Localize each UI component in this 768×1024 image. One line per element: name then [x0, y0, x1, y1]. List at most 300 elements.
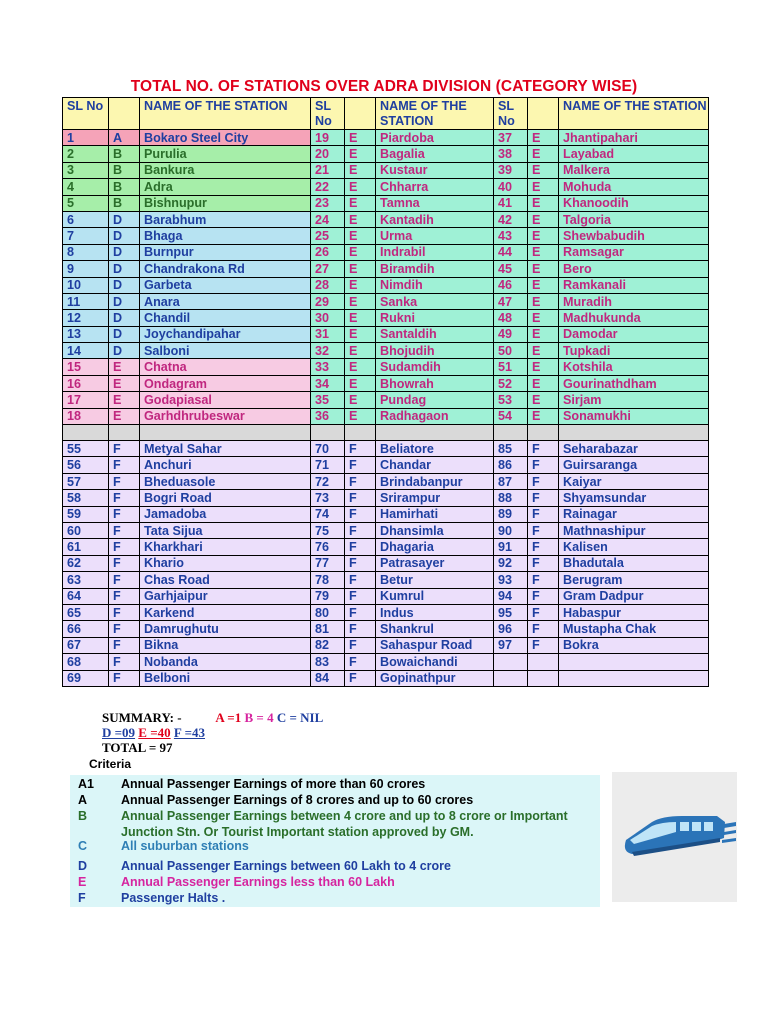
- category-cell: E: [528, 277, 559, 293]
- station-name-cell: Jamadoba: [140, 506, 311, 522]
- summary-b: B = 4: [244, 710, 274, 725]
- header-category: [345, 98, 376, 130]
- sl-cell: 24: [311, 211, 345, 227]
- category-cell: E: [109, 408, 140, 424]
- station-name-cell: Patrasayer: [376, 555, 494, 571]
- sl-cell: 90: [494, 522, 528, 538]
- criteria-code: A1: [78, 777, 94, 791]
- sl-cell: 65: [63, 604, 109, 620]
- sl-cell: 41: [494, 195, 528, 211]
- station-name-cell: Bowaichandi: [376, 654, 494, 670]
- separator-cell: [494, 425, 528, 441]
- station-name-cell: Bishnupur: [140, 195, 311, 211]
- criteria-box: [70, 775, 600, 907]
- criteria-code: F: [78, 891, 86, 905]
- sl-cell: 15: [63, 359, 109, 375]
- station-name-cell: Habaspur: [559, 604, 709, 620]
- station-name-cell: Jhantipahari: [559, 130, 709, 146]
- sl-cell: 54: [494, 408, 528, 424]
- station-name-cell: Madhukunda: [559, 310, 709, 326]
- station-name-cell: Burnpur: [140, 244, 311, 260]
- summary-d: D =09: [102, 725, 136, 740]
- sl-cell: 64: [63, 588, 109, 604]
- station-name-cell: Seharabazar: [559, 441, 709, 457]
- criteria-description: Passenger Halts .: [121, 891, 226, 905]
- sl-cell: 76: [311, 539, 345, 555]
- summary-c: C = NIL: [276, 710, 324, 725]
- station-name-cell: Nobanda: [140, 654, 311, 670]
- category-cell: B: [109, 162, 140, 178]
- summary-label: SUMMARY: -: [102, 710, 182, 725]
- category-cell: F: [528, 637, 559, 653]
- sl-cell: 57: [63, 473, 109, 489]
- header-station-name: NAME OF THE STATION: [376, 98, 494, 130]
- station-name-cell: Bokra: [559, 637, 709, 653]
- table-row: [63, 261, 709, 277]
- sl-cell: 79: [311, 588, 345, 604]
- sl-cell: 92: [494, 555, 528, 571]
- station-name-cell: Barabhum: [140, 211, 311, 227]
- category-cell: F: [109, 604, 140, 620]
- sl-cell: 5: [63, 195, 109, 211]
- station-name-cell: Purulia: [140, 146, 311, 162]
- separator-cell: [528, 425, 559, 441]
- table-row: [63, 211, 709, 227]
- station-name-cell: Mathnashipur: [559, 522, 709, 538]
- sl-cell: 10: [63, 277, 109, 293]
- sl-cell: 9: [63, 261, 109, 277]
- sl-cell: 83: [311, 654, 345, 670]
- category-cell: F: [345, 441, 376, 457]
- table-row: [63, 555, 709, 571]
- category-cell: F: [109, 588, 140, 604]
- station-name-cell: Salboni: [140, 343, 311, 359]
- sl-cell: 11: [63, 293, 109, 309]
- table-row: [63, 293, 709, 309]
- category-cell: [528, 670, 559, 686]
- sl-cell: 43: [494, 228, 528, 244]
- table-row: [63, 343, 709, 359]
- station-name-cell: Bankura: [140, 162, 311, 178]
- table-row: [63, 654, 709, 670]
- sl-cell: 86: [494, 457, 528, 473]
- station-name-cell: Sanka: [376, 293, 494, 309]
- station-name-cell: Adra: [140, 179, 311, 195]
- station-name-cell: Bokaro Steel City: [140, 130, 311, 146]
- criteria-description: Annual Passenger Earnings of 8 crores and up to 60 crores: [121, 793, 474, 807]
- category-cell: F: [345, 539, 376, 555]
- station-name-cell: Hamirhati: [376, 506, 494, 522]
- category-cell: [528, 654, 559, 670]
- sl-cell: 20: [311, 146, 345, 162]
- category-cell: E: [528, 179, 559, 195]
- separator-cell: [109, 425, 140, 441]
- station-name-cell: Bhadutala: [559, 555, 709, 571]
- station-name-cell: Ondagram: [140, 375, 311, 391]
- sl-cell: 33: [311, 359, 345, 375]
- category-cell: F: [528, 473, 559, 489]
- category-cell: F: [345, 670, 376, 686]
- category-cell: D: [109, 277, 140, 293]
- sl-cell: 55: [63, 441, 109, 457]
- sl-cell: 89: [494, 506, 528, 522]
- sl-cell: 95: [494, 604, 528, 620]
- station-name-cell: Beliatore: [376, 441, 494, 457]
- station-name-cell: Mustapha Chak: [559, 621, 709, 637]
- category-cell: E: [345, 277, 376, 293]
- category-cell: F: [109, 572, 140, 588]
- sl-cell: 29: [311, 293, 345, 309]
- category-cell: F: [345, 637, 376, 653]
- criteria-code: B: [78, 809, 88, 823]
- sl-cell: 25: [311, 228, 345, 244]
- train-icon: [612, 772, 737, 902]
- category-cell: E: [345, 392, 376, 408]
- station-name-cell: Gopinathpur: [376, 670, 494, 686]
- station-name-cell: Damrughutu: [140, 621, 311, 637]
- category-cell: F: [109, 522, 140, 538]
- table-row: [63, 637, 709, 653]
- category-cell: E: [528, 261, 559, 277]
- category-cell: F: [109, 441, 140, 457]
- sl-cell: 27: [311, 261, 345, 277]
- table-row: [63, 244, 709, 260]
- station-name-cell: Indrabil: [376, 244, 494, 260]
- station-name-cell: Chharra: [376, 179, 494, 195]
- criteria-label: Criteria: [89, 757, 132, 771]
- category-cell: F: [528, 621, 559, 637]
- sl-cell: 75: [311, 522, 345, 538]
- sl-cell: 59: [63, 506, 109, 522]
- category-cell: E: [528, 244, 559, 260]
- header-sl: SL No: [311, 98, 345, 130]
- category-cell: F: [345, 522, 376, 538]
- header-station-name: NAME OF THE STATION: [559, 98, 709, 130]
- sl-cell: 35: [311, 392, 345, 408]
- separator-cell: [345, 425, 376, 441]
- station-name-cell: Anchuri: [140, 457, 311, 473]
- station-name-cell: Rukni: [376, 310, 494, 326]
- sl-cell: 32: [311, 343, 345, 359]
- table-row: [63, 490, 709, 506]
- separator-cell: [140, 425, 311, 441]
- sl-cell: 39: [494, 162, 528, 178]
- sl-cell: [494, 670, 528, 686]
- sl-cell: 56: [63, 457, 109, 473]
- category-cell: E: [528, 228, 559, 244]
- station-name-cell: Kotshila: [559, 359, 709, 375]
- category-cell: F: [109, 621, 140, 637]
- table-row: [63, 277, 709, 293]
- station-name-cell: Betur: [376, 572, 494, 588]
- category-cell: E: [345, 359, 376, 375]
- sl-cell: 81: [311, 621, 345, 637]
- table-row: [63, 310, 709, 326]
- sl-cell: 4: [63, 179, 109, 195]
- sl-cell: 52: [494, 375, 528, 391]
- sl-cell: 47: [494, 293, 528, 309]
- station-name-cell: Layabad: [559, 146, 709, 162]
- station-name-cell: Chandil: [140, 310, 311, 326]
- station-name-cell: Urma: [376, 228, 494, 244]
- station-name-cell: Kaiyar: [559, 473, 709, 489]
- category-cell: F: [528, 588, 559, 604]
- category-cell: F: [109, 473, 140, 489]
- category-cell: E: [528, 211, 559, 227]
- sl-cell: 67: [63, 637, 109, 653]
- table-row: [63, 162, 709, 178]
- category-cell: E: [528, 310, 559, 326]
- category-cell: E: [345, 195, 376, 211]
- sl-cell: 62: [63, 555, 109, 571]
- category-cell: F: [109, 539, 140, 555]
- sl-cell: 17: [63, 392, 109, 408]
- sl-cell: 22: [311, 179, 345, 195]
- table-header-row: [63, 98, 709, 130]
- table-row: [63, 588, 709, 604]
- sl-cell: 51: [494, 359, 528, 375]
- category-cell: F: [528, 441, 559, 457]
- sl-cell: 93: [494, 572, 528, 588]
- category-cell: F: [528, 572, 559, 588]
- sl-cell: 78: [311, 572, 345, 588]
- station-name-cell: Tata Sijua: [140, 522, 311, 538]
- sl-cell: 44: [494, 244, 528, 260]
- station-name-cell: Belboni: [140, 670, 311, 686]
- station-name-cell: Sirjam: [559, 392, 709, 408]
- category-cell: E: [345, 261, 376, 277]
- separator-cell: [376, 425, 494, 441]
- sl-cell: 53: [494, 392, 528, 408]
- sl-cell: 82: [311, 637, 345, 653]
- sl-cell: 85: [494, 441, 528, 457]
- sl-cell: 97: [494, 637, 528, 653]
- page-title: TOTAL NO. OF STATIONS OVER ADRA DIVISION (CATEGORY WISE): [130, 78, 638, 95]
- table-row: [63, 621, 709, 637]
- header-sl: SL No: [63, 98, 109, 130]
- category-cell: E: [345, 310, 376, 326]
- sl-cell: 94: [494, 588, 528, 604]
- category-cell: E: [109, 359, 140, 375]
- station-name-cell: Kumrul: [376, 588, 494, 604]
- station-name-cell: Damodar: [559, 326, 709, 342]
- sl-cell: 42: [494, 211, 528, 227]
- category-cell: E: [345, 162, 376, 178]
- station-name-cell: Radhagaon: [376, 408, 494, 424]
- category-cell: F: [345, 654, 376, 670]
- category-cell: F: [528, 506, 559, 522]
- station-name-cell: Godapiasal: [140, 392, 311, 408]
- category-cell: F: [528, 555, 559, 571]
- sl-cell: 69: [63, 670, 109, 686]
- station-name-cell: Ramsagar: [559, 244, 709, 260]
- station-name-cell: Bheduasole: [140, 473, 311, 489]
- station-name-cell: Gourinathdham: [559, 375, 709, 391]
- criteria-description: Annual Passenger Earnings less than 60 Lakh: [121, 875, 395, 889]
- table-row: [63, 146, 709, 162]
- station-name-cell: Bogri Road: [140, 490, 311, 506]
- station-name-cell: Khario: [140, 555, 311, 571]
- category-cell: F: [528, 604, 559, 620]
- summary-e: E =40: [138, 725, 171, 740]
- sl-cell: 23: [311, 195, 345, 211]
- sl-cell: 31: [311, 326, 345, 342]
- station-name-cell: Garbeta: [140, 277, 311, 293]
- table-row: [63, 572, 709, 588]
- station-name-cell: Piardoba: [376, 130, 494, 146]
- category-cell: E: [109, 375, 140, 391]
- station-name-cell: Dhansimla: [376, 522, 494, 538]
- category-cell: E: [345, 375, 376, 391]
- summary: [102, 710, 323, 755]
- sl-cell: 63: [63, 572, 109, 588]
- category-cell: F: [345, 604, 376, 620]
- table-row: [63, 228, 709, 244]
- category-cell: D: [109, 211, 140, 227]
- category-cell: E: [345, 179, 376, 195]
- station-name-cell: Kharkhari: [140, 539, 311, 555]
- sl-cell: 61: [63, 539, 109, 555]
- station-name-cell: Biramdih: [376, 261, 494, 277]
- stations-table: [62, 97, 709, 687]
- sl-cell: 96: [494, 621, 528, 637]
- category-cell: E: [345, 130, 376, 146]
- summary-f: F =43: [173, 725, 206, 740]
- sl-cell: 30: [311, 310, 345, 326]
- sl-cell: 77: [311, 555, 345, 571]
- criteria-code: A: [78, 793, 88, 807]
- station-name-cell: Kustaur: [376, 162, 494, 178]
- category-cell: F: [345, 506, 376, 522]
- category-cell: E: [528, 392, 559, 408]
- table-row: [63, 473, 709, 489]
- station-name-cell: Dhagaria: [376, 539, 494, 555]
- station-name-cell: Tupkadi: [559, 343, 709, 359]
- station-name-cell: Joychandipahar: [140, 326, 311, 342]
- sl-cell: 74: [311, 506, 345, 522]
- category-cell: D: [109, 293, 140, 309]
- station-name-cell: Bagalia: [376, 146, 494, 162]
- sl-cell: 6: [63, 211, 109, 227]
- header-station-name: NAME OF THE STATION: [140, 98, 311, 130]
- station-name-cell: Muradih: [559, 293, 709, 309]
- category-cell: F: [109, 457, 140, 473]
- sl-cell: 73: [311, 490, 345, 506]
- station-name-cell: Bhaga: [140, 228, 311, 244]
- category-cell: A: [109, 130, 140, 146]
- station-name-cell: Khanoodih: [559, 195, 709, 211]
- category-cell: E: [345, 211, 376, 227]
- sl-cell: 18: [63, 408, 109, 424]
- sl-cell: 16: [63, 375, 109, 391]
- category-cell: F: [345, 490, 376, 506]
- table-row: [63, 392, 709, 408]
- category-cell: E: [345, 244, 376, 260]
- category-cell: F: [109, 637, 140, 653]
- category-cell: F: [109, 555, 140, 571]
- station-name-cell: Anara: [140, 293, 311, 309]
- station-name-cell: Gram Dadpur: [559, 588, 709, 604]
- sl-cell: 14: [63, 343, 109, 359]
- sl-cell: 37: [494, 130, 528, 146]
- table-row: [63, 539, 709, 555]
- category-cell: E: [528, 359, 559, 375]
- criteria-description: Annual Passenger Earnings between 4 crore and up to 8 crore or Important Junction Stn. Or Tourist Important station approved by GM.: [121, 809, 568, 839]
- category-cell: E: [109, 392, 140, 408]
- station-name-cell: Garhjaipur: [140, 588, 311, 604]
- sl-cell: 1: [63, 130, 109, 146]
- category-cell: E: [345, 343, 376, 359]
- header-category: [109, 98, 140, 130]
- sl-cell: 28: [311, 277, 345, 293]
- category-cell: E: [528, 326, 559, 342]
- table-row: [63, 506, 709, 522]
- station-name-cell: Kalisen: [559, 539, 709, 555]
- sl-cell: 26: [311, 244, 345, 260]
- category-cell: B: [109, 146, 140, 162]
- sl-cell: 48: [494, 310, 528, 326]
- sl-cell: 40: [494, 179, 528, 195]
- station-name-cell: Ramkanali: [559, 277, 709, 293]
- sl-cell: 49: [494, 326, 528, 342]
- station-name-cell: Talgoria: [559, 211, 709, 227]
- category-cell: E: [345, 146, 376, 162]
- header-category: [528, 98, 559, 130]
- category-cell: E: [528, 293, 559, 309]
- sl-cell: 21: [311, 162, 345, 178]
- table-row: [63, 457, 709, 473]
- sl-cell: 66: [63, 621, 109, 637]
- criteria-code: C: [78, 839, 88, 853]
- table-row: [63, 670, 709, 686]
- category-cell: E: [528, 146, 559, 162]
- station-name-cell: Sudamdih: [376, 359, 494, 375]
- category-cell: E: [528, 195, 559, 211]
- sl-cell: 91: [494, 539, 528, 555]
- station-name-cell: Mohuda: [559, 179, 709, 195]
- station-name-cell: Shewbabudih: [559, 228, 709, 244]
- category-cell: E: [345, 408, 376, 424]
- sl-cell: 13: [63, 326, 109, 342]
- station-name-cell: [559, 670, 709, 686]
- category-cell: B: [109, 179, 140, 195]
- station-name-cell: Sonamukhi: [559, 408, 709, 424]
- category-cell: E: [528, 162, 559, 178]
- station-name-cell: Brindabanpur: [376, 473, 494, 489]
- sl-cell: 70: [311, 441, 345, 457]
- sl-cell: 7: [63, 228, 109, 244]
- category-cell: F: [345, 621, 376, 637]
- station-name-cell: Bikna: [140, 637, 311, 653]
- station-name-cell: Garhdhrubeswar: [140, 408, 311, 424]
- sl-cell: 60: [63, 522, 109, 538]
- sl-cell: 84: [311, 670, 345, 686]
- table-row: [63, 359, 709, 375]
- station-name-cell: Nimdih: [376, 277, 494, 293]
- category-cell: F: [345, 588, 376, 604]
- criteria-code: E: [78, 875, 87, 889]
- sl-cell: 19: [311, 130, 345, 146]
- station-name-cell: Pundag: [376, 392, 494, 408]
- category-cell: B: [109, 195, 140, 211]
- category-cell: D: [109, 261, 140, 277]
- criteria-description: Annual Passenger Earnings of more than 60 crores: [121, 777, 426, 791]
- sl-cell: 88: [494, 490, 528, 506]
- criteria-code: D: [78, 859, 88, 873]
- station-name-cell: Shankrul: [376, 621, 494, 637]
- station-name-cell: Tamna: [376, 195, 494, 211]
- station-name-cell: Shyamsundar: [559, 490, 709, 506]
